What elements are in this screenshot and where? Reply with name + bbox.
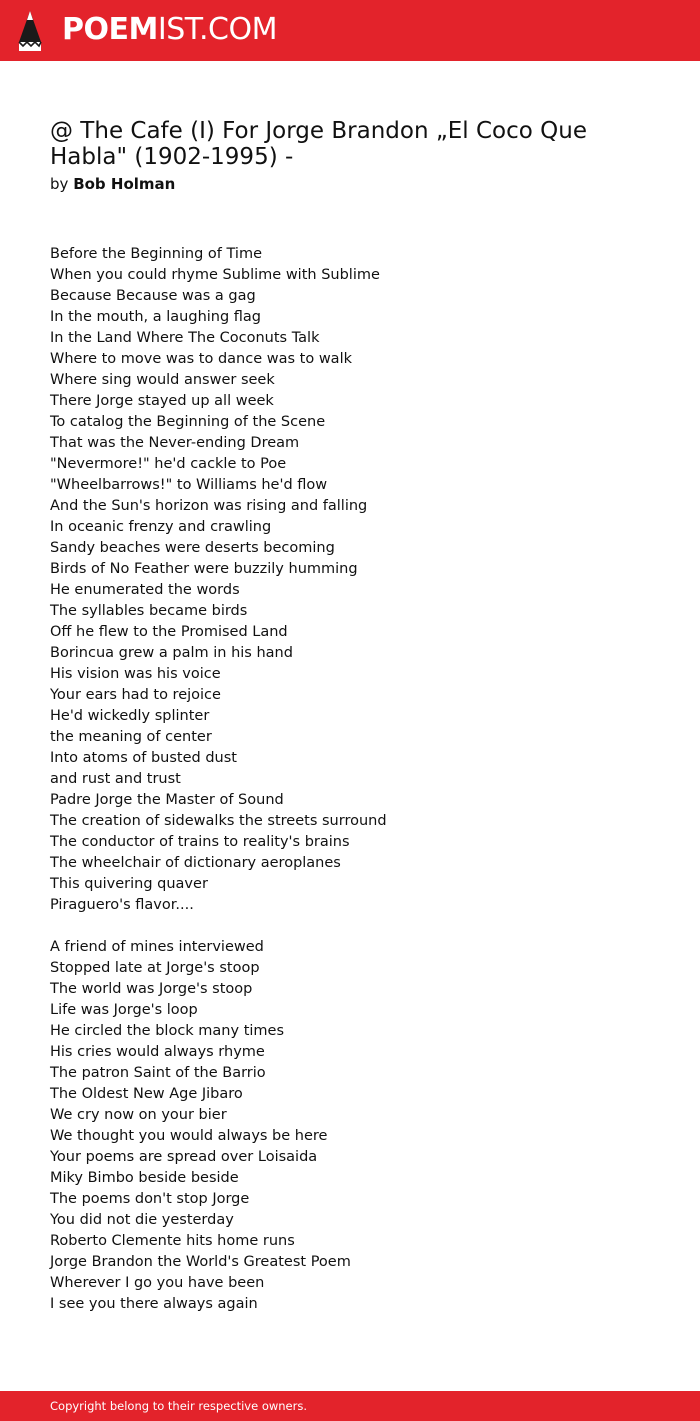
poem-line: In the mouth, a laughing flag [50, 309, 262, 325]
poem-line: Into atoms of busted dust [50, 750, 237, 766]
poem-line: Piraguero's flavor.... [50, 897, 194, 913]
poem-line: Life was Jorge's loop [50, 1002, 198, 1018]
poem-line: The syllables became birds [50, 603, 248, 619]
poem-line: and rust and trust [50, 771, 181, 787]
poem-line: A friend of mines interviewed [50, 939, 264, 955]
poem-line: the meaning of center [50, 729, 212, 745]
poem-line: Stopped late at Jorge's stoop [50, 960, 260, 976]
poem-line: Wherever I go you have been [50, 1275, 265, 1291]
poem-line: In the Land Where The Coconuts Talk [50, 330, 320, 346]
poem-line: Birds of No Feather were buzzily humming [50, 561, 358, 577]
poem-line: His cries would always rhyme [50, 1044, 265, 1060]
logo-bold-text: POEM [62, 12, 158, 47]
poem-line: We thought you would always be here [50, 1128, 328, 1144]
logo-light-text: IST.COM [157, 12, 277, 47]
pencil-icon[interactable] [17, 10, 43, 52]
poem-line: Padre Jorge the Master of Sound [50, 792, 284, 808]
poem-line: Roberto Clemente hits home runs [50, 1233, 295, 1249]
poem-line: He enumerated the words [50, 582, 240, 598]
poem-line: Your poems are spread over Loisaida [50, 1149, 318, 1165]
poem-line: The creation of sidewalks the streets surround [50, 813, 387, 829]
poem-line: That was the Never-ending Dream [50, 435, 300, 451]
author-name[interactable]: Bob Holman [73, 175, 176, 193]
poem-line: He'd wickedly splinter [50, 708, 210, 724]
poem-body [50, 244, 670, 1315]
poem-line: Before the Beginning of Time [50, 246, 263, 262]
poem-line: I see you there always again [50, 1296, 258, 1312]
poem-line: The patron Saint of the Barrio [50, 1065, 266, 1081]
poem-line: This quivering quaver [50, 876, 208, 892]
stanza-break [50, 916, 670, 937]
by-label: by [50, 175, 69, 193]
poem-line: In oceanic frenzy and crawling [50, 519, 272, 535]
copyright-text: Copyright belong to their respective owners. [50, 1399, 308, 1413]
poem-line: You did not die yesterday [50, 1212, 234, 1228]
poem-line: We cry now on your bier [50, 1107, 227, 1123]
poem-line: When you could rhyme Sublime with Sublime [50, 267, 380, 283]
poem-line: "Wheelbarrows!" to Williams he'd flow [50, 477, 328, 493]
site-footer [0, 1391, 700, 1421]
poem-line: The conductor of trains to reality's brains [50, 834, 350, 850]
poem-title: @ The Cafe (I) For Jorge Brandon „El Coco Que Habla" (1902-1995) - [50, 118, 587, 170]
poem-line: Where sing would answer seek [50, 372, 275, 388]
poem-line: To catalog the Beginning of the Scene [50, 414, 326, 430]
poem-line: The world was Jorge's stoop [50, 981, 253, 997]
site-logo[interactable] [62, 12, 277, 48]
poem-line: Miky Bimbo beside beside [50, 1170, 239, 1186]
poem-line: Off he flew to the Promised Land [50, 624, 288, 640]
poem-line: Because Because was a gag [50, 288, 256, 304]
poem-line: The wheelchair of dictionary aeroplanes [50, 855, 341, 871]
poem-line: Your ears had to rejoice [50, 687, 221, 703]
poem-line: Jorge Brandon the World's Greatest Poem [50, 1254, 351, 1270]
poem-line: Where to move was to dance was to walk [50, 351, 352, 367]
poem-line: He circled the block many times [50, 1023, 285, 1039]
poem-line: The poems don't stop Jorge [50, 1191, 250, 1207]
poem-line: Sandy beaches were deserts becoming [50, 540, 335, 556]
site-header [0, 0, 700, 61]
poem-line: The Oldest New Age Jibaro [50, 1086, 243, 1102]
poem-line: And the Sun's horizon was rising and falling [50, 498, 368, 514]
poem-line: His vision was his voice [50, 666, 221, 682]
poem-line: Borincua grew a palm in his hand [50, 645, 293, 661]
poem-line: "Nevermore!" he'd cackle to Poe [50, 456, 287, 472]
poem-line: There Jorge stayed up all week [50, 393, 274, 409]
byline [50, 174, 175, 194]
